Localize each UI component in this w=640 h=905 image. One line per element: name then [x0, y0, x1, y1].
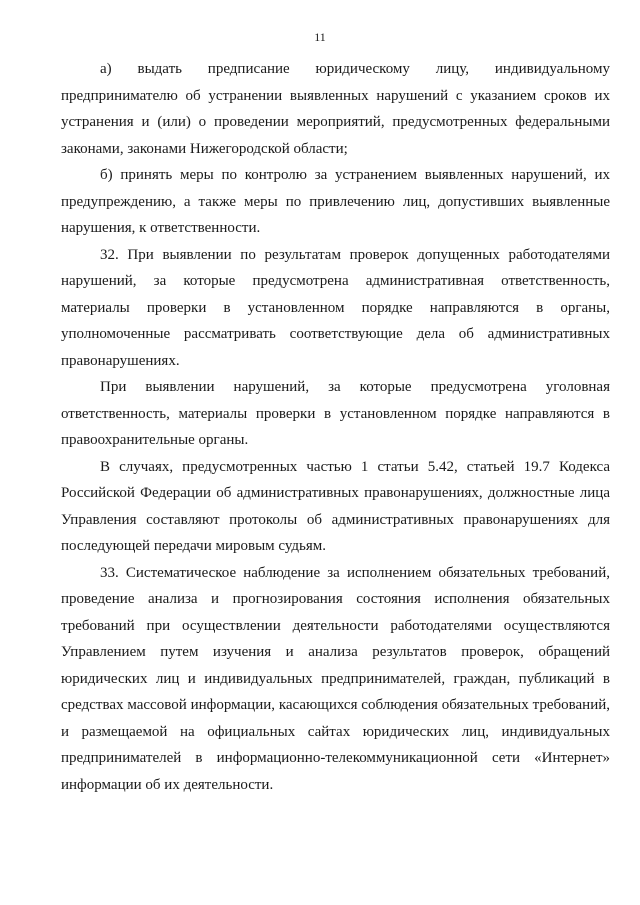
page-number: 11 — [314, 30, 326, 44]
paragraph-b: б) принять меры по контролю за устранением выявленных нарушений, их предупреждению, а также меры по привлечению лиц, допустивших выявленные нарушения, к ответственности. — [61, 167, 610, 236]
paragraph-32: 32. При выявлении по результатам проверок допущенных работодателями нарушений, за которые предусмотрена административная ответственность, материалы проверки в установленном порядке направляются в органы, уполномоченные рассматривать соответствующие дела об административных правонарушениях. — [61, 246, 610, 369]
paragraph-33: 33. Систематическое наблюдение за исполнением обязательных требований, проведение анализа и прогнозирования состояния исполнения обязательных требований при осуществлении деятельности работодателями осуществляются Управлением путем изучения и анализа результатов проверок, обращений юридических лиц и индивидуальных предпринимателей, граждан, публикаций в средствах массовой информации, касающихся соблюдения обязательных требований, и размещаемой на официальных сайтах юридических лиц, индивидуальных предпринимателей в информационно-телекоммуникационной сети «Интернет» информации об их деятельности. — [61, 564, 610, 793]
paragraph-a: а) выдать предписание юридическому лицу, индивидуальному предпринимателю об устранении выявленных нарушений с указанием сроков их устранения и (или) о проведении мероприятий, предусмотренных федеральными законами, законами Нижегородской области; — [61, 61, 610, 157]
document-body — [61, 56, 610, 798]
paragraph-protocols: В случаях, предусмотренных частью 1 статьи 5.42, статьей 19.7 Кодекса Российской Федерации об административных правонарушениях, должностные лица Управления составляют протоколы об административных правонарушениях для последующей передачи мировым судьям. — [61, 458, 610, 554]
paragraph-criminal-liability: При выявлении нарушений, за которые предусмотрена уголовная ответственность, материалы проверки в установленном порядке направляются в правоохранительные органы. — [61, 379, 610, 448]
